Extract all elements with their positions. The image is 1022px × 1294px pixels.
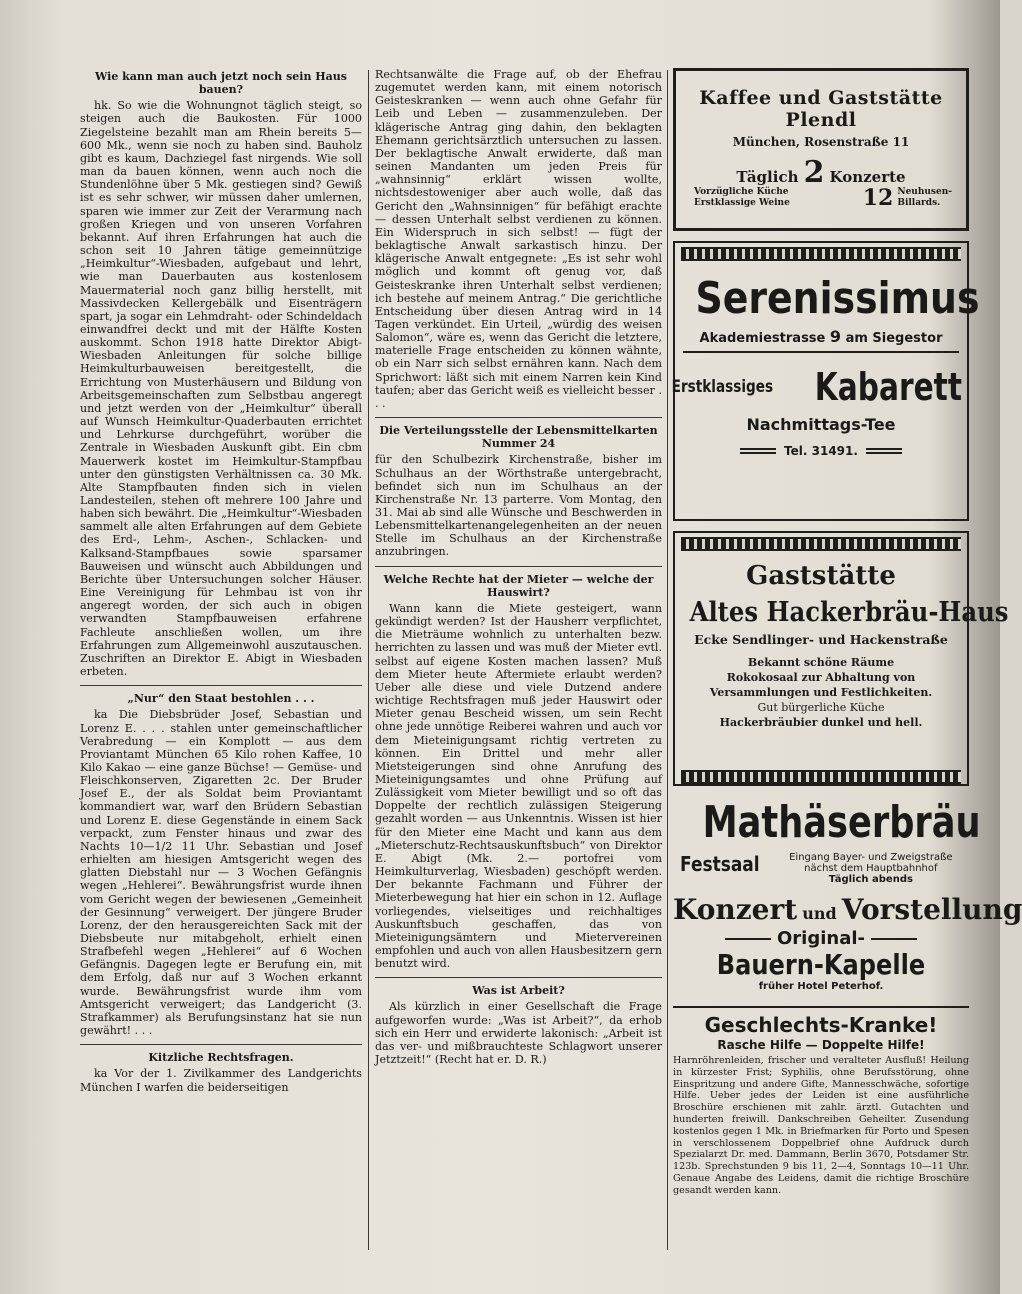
ad-concerts: Täglich 2 Konzerte [736,155,906,190]
ad-title: Geschlechts-Kranke! [704,1013,938,1037]
ad-address: München, Rosenstraße 11 [732,135,910,149]
column-1 [80,68,362,1094]
ad-title: Kaffee und Gaststätte Plendl [699,87,943,131]
article-heading: Wie kann man auch jetzt noch sein Haus bauen? [95,70,347,97]
article-heading: „Nur“ den Staat bestohlen . . . [127,692,315,706]
ornament-border [681,247,961,261]
ad-cuisine: Vorzügliche Küche Erstklassige Weine [694,187,790,208]
advertisement-column [671,68,1022,1197]
article-body: Rechtsanwälte die Frage auf, ob der Ehefrau zugemutet werden kann, mit einem notorisch Geisteskranken — wenn auch ohne Gefahr für Leib und Leben — zusammenzuleben. Der klägerische Antrag ging dahin, den beklagten Ehemann gerichtsärztlich untersuchen zu lassen. Der beklagtische Anwalt erwiderte, daß man seinen Mandanten um jeden Preis für „wahnsinnig“ erklärt wissen wollte, nichtsdestoweniger aber auch wolle, daß das Gericht den „Wahnsinnigen“ für befähigt erachte — dessen Unterhalt selbst verdienen zu können. Ein Widerspruch in sich selbst! — fügt der beklagtische Anwalt sarkastisch hinzu. Der klägerische Anwalt entgegnete: „Es ist sehr wohl möglich und kommt oft genug vor, daß Geisteskranke ihren Unterhalt selbst verdienen; ich bestehe auf meinem Antrag.“ Die gerichtliche Entscheidung über diesen Antrag wird in 14 Tagen verkündet. Ein Urteil, „würdig des weisen Salomon“, wäre es, wenn das Gericht die letztere, materielle Frage entscheiden zu können wähnte, ob ein Narr sich selbst ernähren kann. Nach dem Sprichwort: läßt sich mit einem Narren kein Kind taufen; aber das Gericht weiß es vielleicht besser . . . [375,68,662,410]
article-separator [375,566,662,567]
divider [683,351,959,353]
ad-show: Konzert und Vorstellung [673,893,1022,926]
ad-band: Bauern-Kapelle [716,948,926,981]
ad-geschlechts-kranke: Geschlechts-Kranke! Rasche Hilfe — Doppelte Hilfe! Harnröhrenleiden, frischer und veralteter Ausfluß! Heilung in kürzester Frist; Syphilis, ohne Berufsstörung, ohne Einspritzung und andere Gifte, Mannesschwäche, sofortige Hilfe. Ueber jedes der Leiden ist eine ausführliche Broschüre erschienen mit zahlr. ärztl. Gutachten und hunderten freiwill. Dankschreiben Geheilter. Zusendung kostenlos gegen 1 Mk. in Briefmarken für Porto und Spesen in verschlossenem Doppelbrief ohne Aufdruck durch Spezialarzt Dr. med. Dammann, Berlin 3670, Potsdamer Str. 123b. Sprechstunden 9 bis 11, 2—4, Sonntags 10—11 Uhr. Genaue Angabe des Leidens, damit die richtige Broschüre gesandt werden kann. [673,1006,969,1197]
ad-plendl [673,68,969,231]
column-rule-2 [667,70,668,1250]
ad-mathaeserbraeu: Mathäserbräu Festsaal Eingang Bayer- und Zweigstraße nächst dem Hauptbahnhof Täglich abends Konzert und Vorstellung Original- Bauern-Kapelle früher Hotel Peterhof. [673,797,1022,992]
article-body: für den Schulbezirk Kirchenstraße, bisher im Schulhaus an der Wörthstraße untergebracht, befindet sich nun im Schulhaus an der Kirchenstraße Nr. 13 parterre. Vom Montag, den 31. Mai ab sind alle Wünsche und Beschwerden in Lebensmittelkartenangelegenheiten an der neuen Stelle im Schulhaus an der Kirchenstraße anzubringen. [375,453,662,559]
ad-title: Mathäserbräu [702,797,981,848]
article-separator [375,977,662,978]
ad-title: Gaststätte [746,561,896,591]
ad-phone: Tel. 31491. [675,444,967,458]
ad-address: Akademiestrasse 9 am Siegestor [699,327,943,346]
ad-billiards: 12 Neuhusen- Billards. [862,185,952,211]
ad-serenissimus [671,241,980,521]
ad-subtitle: Altes Hackerbräu-Haus [689,597,1009,628]
article-heading: Was ist Arbeit? [472,984,565,998]
ornament-border [681,770,961,784]
article-heading: Die Verteilungsstelle der Lebensmittelkarten Nummer 24 [379,424,658,451]
column-rule-1 [368,70,369,1250]
column-2 [375,68,662,1066]
article-body: Als kürzlich in einer Gesellschaft die Frage aufgeworfen wurde: „Was ist Arbeit?“, da erhob sich ein Herr und erwiderte lakonisch: „Arbeit ist das ver- und mißbrauchteste Schlagwort unserer Jetztzeit!“ (Recht hat er. D. R.) [375,1000,662,1067]
ad-hackerbraeu: Gaststätte Altes Hackerbräu-Haus Ecke Sendlinger- und Hackenstraße Bekannt schöne Räume Rokokosaal zur Abhaltung von Versammlungen und Festlichkeiten. Gut bürgerliche Küche Hackerbräubier dunkel und hell. [673,531,969,786]
article-body: Wann kann die Miete gesteigert, wann gekündigt werden? Ist der Hausherr verpflichtet, die Mieträume wohnlich zu unterhalten bezw. herrichten zu lassen und was muß der Mieter evtl. selbst auf eigene Kosten machen lassen? Muß dem Mieter heute Aftermiete erlaubt werden? Ueber alle diese und viele Dutzend andere wichtige Rechtsfragen muß jeder Hauswirt oder Mieter genau Bescheid wissen, um sein Recht ohne jede unnötige Reiberei wahren und auch vor dem Mieteinigungsamt richtig vertreten zu können. Ein Drittel und mehr aller Mietsteigerungen sind ohne Anrufung des Mieteinigungsamtes und ohne Prüfung auf Zulässigkeit vom Mieter bewilligt und so oft das Doppelte der rechtlich zulässigen Steigerung gezahlt worden — aus Unkenntnis. Wissen ist hier für den Mieter eine Macht und kann aus dem „Mieterschutz-Rechtsauskunftsbuch“ von Direktor E. Abigt (Mk. 2.— portofrei vom Heimkulturverlag, Wiesbaden) geschöpft werden. Der bekannte Fachmann und Führer der Mieterbewegung hat hier ein schon in 12. Auflage vorliegendes, vielseitiges und reichhaltiges Auskunftsbuch geschaffen, das von Mieteinigungsämtern und Mietervereinen empfohlen und auch von allen Hausbesitzern gern benutzt wird. [375,601,662,971]
article-body: ka Vor der 1. Zivilkammer des Landgerichts München I warfen die beiderseitigen [80,1067,362,1094]
article-heading: Kitzliche Rechtsfragen. [148,1051,294,1065]
ad-tea: Nachmittags-Tee [746,415,896,434]
article-separator [375,417,662,418]
article-body: hk. So wie die Wohnungnot täglich steigt, so steigen auch die Baukosten. Für 1000 Ziegelsteine bezahlt man am Rhein bereits 5—600 Mk., wenn sie noch zu haben sind. Bauholz gibt es kaum, Dachziegel fast nirgends. Wie soll man da bauen können, wenn auch noch die Stundenlöhne über 5 Mk. gestiegen sind? Gewiß ist es sehr schwer, wir müssen daher umlernen, sparen wie immer zur Zeit der Verarmung nach großen Kriegen und von unseren Vorfahren bekannt. Auf ihren Erfahrungen hat auch die schon seit 10 Jahren tätige gemeinnützige „Heimkultur“-Wiesbaden, aufgebaut und lehrt, wie man Dauerbauten aus kostenlosem Mauermaterial noch ganz billig herstellt, mit Massivdecken Kellergebälk und Eisenträgern spart, ja sogar ein Lehmdraht- oder Schindeldach einwandfrei deckt und mit der Hälfte Kosten auskommt. Schon 1918 hatte Direktor Abigt-Wiesbaden Anleitungen für solche billige Heimkulturbauweisen bereitgestellt, die Errichtung von Musterhäusern und Bildung von Arbeitsgemeinschaften zum Selbstbau angeregt und jetzt werden von der „Heimkultur“ überall auf Wunsch Heimkultur-Quaderbauten errichtet und Lehrkurse durchgeführt, worüber die Zentrale in Wiesbaden Auskunft gibt. Ein cbm Mauerwerk kostet im Heimkultur-Stampfbau unter den günstigsten Verhältnissen ca. 30 Mk. Alte Stampfbauten finden sich in vielen Landesteilen, stehen oft mehrere 100 Jahre und haben sich bewährt. Die „Heimkultur“-Wiesbaden sammelt alle alten Erfahrungen auf dem Gebiete des Erd-, Lehm-, Aschen-, Schlacken- und Kalksand-Stampfbaues sowie sparsamer Bauweisen und wünscht auch Abbildungen und Berichte über Untersuchungen solcher Häuser. Eine Vereinigung für Lehmbau ist von ihr angeregt worden, der sich auch in obigen verwandten Stampfbauweisen erfahrene Fachleute anschließen wollen, um ihre Erfahrungen zum Allgemeinwohl auszutauschen. Zuschriften an Direktor E. Abigt in Wiesbaden erbeten. [80,99,362,679]
article-heading: Welche Rechte hat der Mieter — welche der Hauswirt? [383,572,654,599]
ad-title: Serenissimus [695,273,980,324]
ad-kabarett: Erstklassiges Kabarett [671,365,962,409]
ad-body: Harnröhrenleiden, frischer und veralteter Ausfluß! Heilung in kürzester Frist; Syphilis, ohne Berufsstörung, ohne Einspritzung und andere Gifte, Mannesschwäche, sofortige Hilfe. Ueber jedes der Leiden ist eine ausführliche Broschüre erschienen mit zahlr. ärztl. Gutachten und hunderten freiwill. Dankschreiben Geheilter. Zusendung kostenlos gegen 1 Mk. in Briefmarken für Porto und Spesen in verschlossenem Doppelbrief ohne Aufdruck durch Spezialarzt Dr. med. Dammann, Berlin 3670, Potsdamer Str. 123b. Sprechstunden 9 bis 11, 2—4, Sonntags 10—11 Uhr. Genaue Angabe des Leidens, damit die richtige Broschüre gesandt werden kann. [673,1055,969,1196]
article-separator [80,1044,362,1045]
article-separator [80,685,362,686]
ornament-border [681,537,961,551]
article-body: ka Die Diebsbrüder Josef, Sebastian und Lorenz E. . . . stahlen unter gemeinschaftlicher Verabredung — ein Komplott — aus dem Proviantamt München 65 Kilo rohen Kaffee, 10 Kilo Kakao — eine ganze Büchse! — Gemüse- und Fleischkonserven, Zigaretten 2c. Der Bruder Josef E., der als Soldat beim Proviantamt kommandiert war, warf den Brüdern Sebastian und Lorenz E. diese Gegenstände in einem Sack verpackt, zum Fenster hinaus und zwar des Nachts 10—1/2 11 Uhr. Sebastian und Josef erhielten am hiesigen Amtsgericht wegen des glatten Diebstahl nur — 3 Wochen Gefängnis wegen „Hehlerei“. Bewährungsfrist wurde ihnen vom Gericht wegen der bewiesenen „Gemeinheit der Gesinnung“ verweigert. Der jüngere Bruder Lorenz, der den herausgereichten Sack mit der Diebsbeute nur mitabgeholt, erhielt einen Strafbefehl wegen „Hehlerei“ auf 6 Wochen Gefängnis. Dagegen legte er Berufung ein, mit dem Erfolg, daß nur auf 3 Wochen erkannt wurde. Bewährungsfrist wurde ihm vom Amtsgericht verweigert; das Landgericht (3. Strafkammer) als Berufungsinstanz hat sie nun gewährt! . . . [80,708,362,1038]
